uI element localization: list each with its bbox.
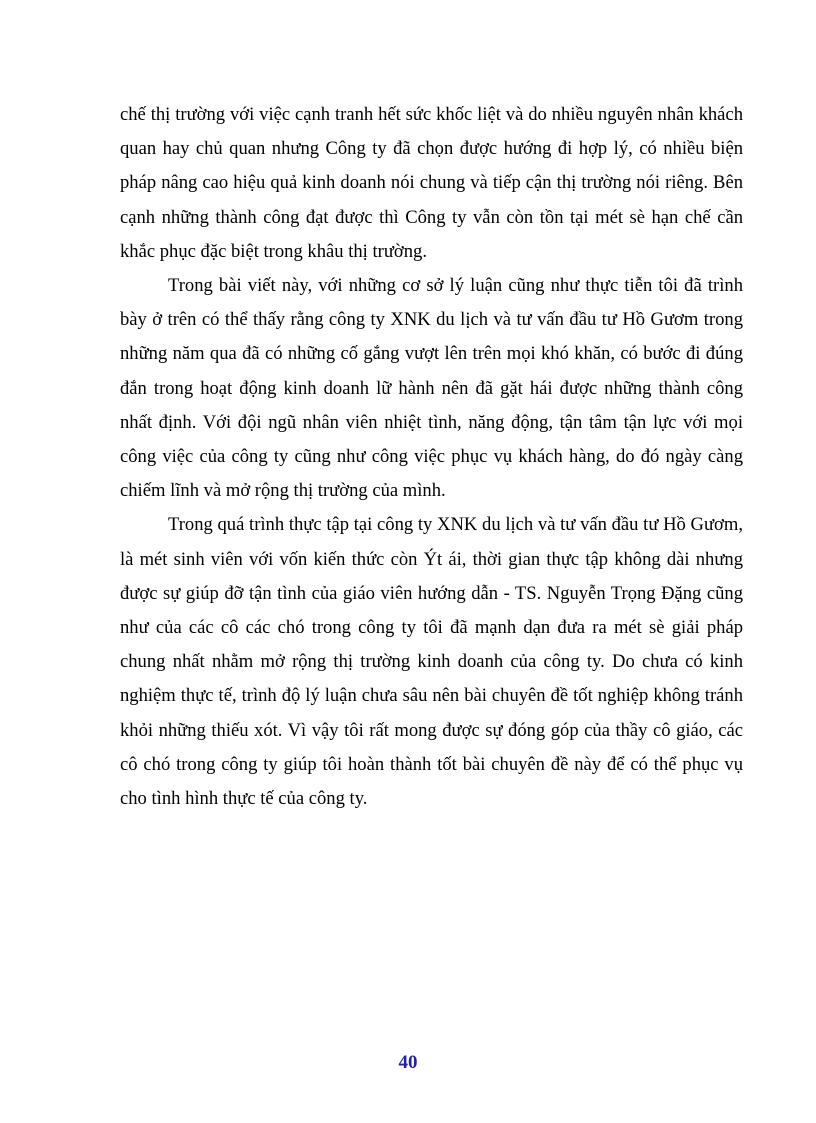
page-number: 40	[398, 1052, 418, 1073]
paragraph-conclusion: Trong bài viết này, với những cơ sở lý luận cũng như thực tiễn tôi đã trình bày ở trên có thể thấy rằng công ty XNK du lịch và tư vấn đầu tư Hồ Gươm trong những năm qua đã có những cố gắng vượt lên trên mọi khó khăn, có bước đi đúng đắn trong hoạt động kinh doanh lữ hành nên đã gặt hái được những thành công nhất định. Với đội ngũ nhân viên nhiệt tình, năng động, tận tâm tận lực với mọi công việc của công ty cũng như công việc phục vụ khách hàng, do đó ngày càng chiếm lĩnh và mở rộng thị trường của mình.	[120, 275, 743, 502]
paragraph-continuation: chế thị trường với việc cạnh tranh hết sức khốc liệt và do nhiều nguyên nhân khách quan hay chủ quan nhưng Công ty đã chọn được hướng đi hợp lý, có nhiều biện pháp nâng cao hiệu quả kinh doanh nói chung và tiếp cận thị trường nói riêng. Bên cạnh những thành công đạt được thì Công ty vẫn còn tồn tại mét sè hạn chế cần khắc phục đặc biệt trong khâu thị trường.	[120, 104, 743, 262]
document-body	[120, 98, 743, 816]
paragraph-internship: Trong quá trình thực tập tại công ty XNK du lịch và tư vấn đầu tư Hồ Gươm, là mét sinh viên với vốn kiến thức còn Ýt ái, thời gian thực tập không dài nhưng được sự giúp đỡ tận tình của giáo viên hướng dẫn - TS. Nguyễn Trọng Đặng cũng như của các cô các chó trong công ty tôi đã mạnh dạn đưa ra mét sè giải pháp chung nhất nhằm mở rộng thị trường kinh doanh của công ty. Do chưa có kinh nghiệm thực tế, trình độ lý luận chưa sâu nên bài chuyên đề tốt nghiệp không tránh khỏi những thiếu xót. Vì vậy tôi rất mong được sự đóng góp của thầy cô giáo, các cô chó trong công ty giúp tôi hoàn thành tốt bài chuyên đề này để có thể phục vụ cho tình hình thực tế của công ty.	[120, 514, 743, 810]
